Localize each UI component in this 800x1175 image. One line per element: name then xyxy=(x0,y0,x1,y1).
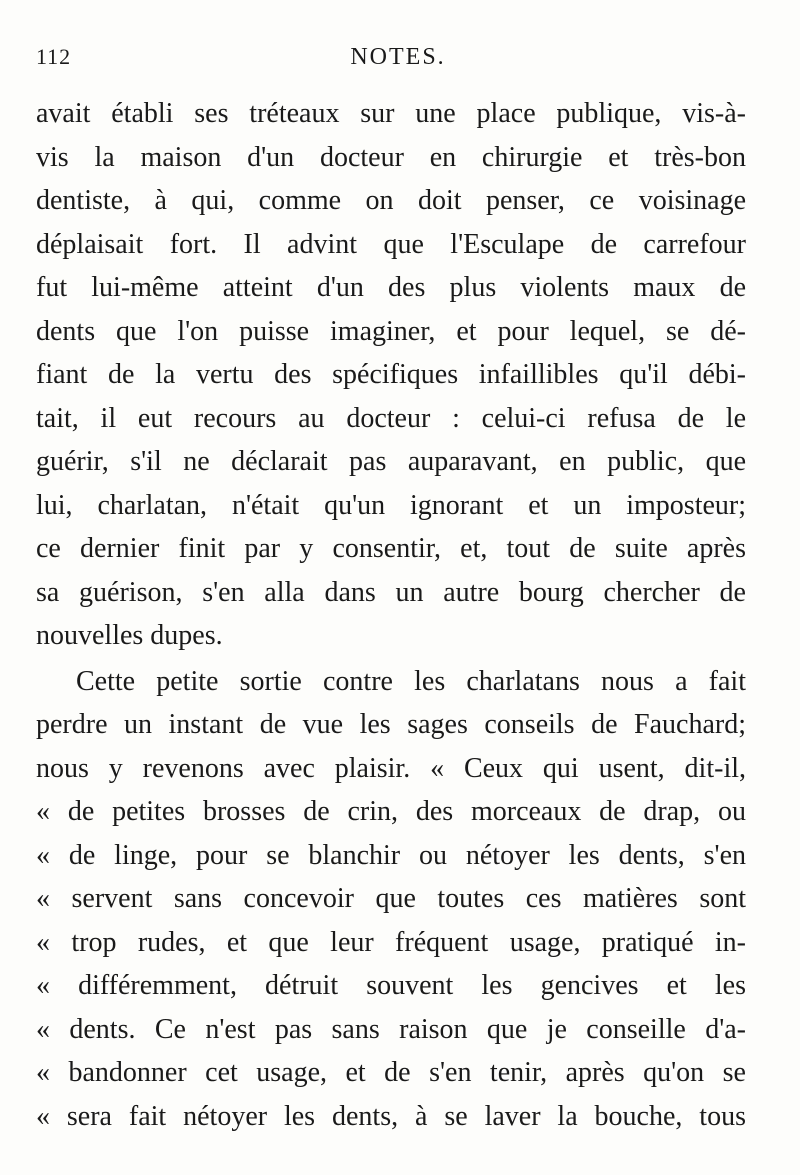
text-line: perdre un instant de vue les sages conseils de Fauchard; xyxy=(36,709,746,740)
text-line: sa guérison, s'en alla dans un autre bourg chercher de xyxy=(36,576,746,608)
paragraph-1 xyxy=(36,92,746,658)
text-line: fiant de la vertu des spécifiques infaillibles qu'il débi- xyxy=(36,359,746,390)
text-line: lui, charlatan, n'était qu'un ignorant et un imposteur; xyxy=(36,489,746,521)
text-line: « servent sans concevoir que toutes ces matières sont xyxy=(36,883,746,914)
text-line: « de linge, pour se blanchir ou nétoyer les dents, s'en xyxy=(36,839,746,871)
text-line: avait établi ses tréteaux sur une place publique, vis-à- xyxy=(36,98,746,129)
body-text xyxy=(36,92,746,1138)
text-line: « bandonner cet usage, et de s'en tenir, après qu'on se xyxy=(36,1057,746,1088)
text-line: « dents. Ce n'est pas sans raison que je conseille d'a- xyxy=(36,1013,746,1045)
text-line: « de petites brosses de crin, des morceaux de drap, ou xyxy=(36,796,746,827)
text-line: nous y revenons avec plaisir. « Ceux qui usent, dit-il, xyxy=(36,752,746,784)
text-line: « différemment, détruit souvent les gencives et les xyxy=(36,970,746,1001)
page-number: 112 xyxy=(36,44,72,69)
text-line: « sera fait nétoyer les dents, à se laver la bouche, tous xyxy=(36,1100,746,1132)
text-line: vis la maison d'un docteur en chirurgie et très-bon xyxy=(36,141,746,173)
text-line: dentiste, à qui, comme on doit penser, ce voisinage xyxy=(36,185,746,216)
text-line: tait, il eut recours au docteur : celui-ci refusa de le xyxy=(36,402,746,434)
running-title: NOTES. xyxy=(350,44,446,70)
text-line: Cette petite sortie contre les charlatans nous a fait xyxy=(76,665,746,697)
paragraph-2 xyxy=(36,660,746,1139)
text-line: déplaisait fort. Il advint que l'Esculape de carrefour xyxy=(36,228,746,260)
text-line: fut lui-même atteint d'un des plus violents maux de xyxy=(36,272,746,303)
text-line: « trop rudes, et que leur fréquent usage, pratiqué in- xyxy=(36,926,746,958)
text-line: dents que l'on puisse imaginer, et pour lequel, se dé- xyxy=(36,315,746,347)
page-header xyxy=(36,44,760,80)
text-line: ce dernier finit par y consentir, et, tout de suite après xyxy=(36,533,746,564)
text-line: nouvelles dupes. xyxy=(36,620,223,651)
text-line: guérir, s'il ne déclarait pas auparavant, en public, que xyxy=(36,446,746,477)
